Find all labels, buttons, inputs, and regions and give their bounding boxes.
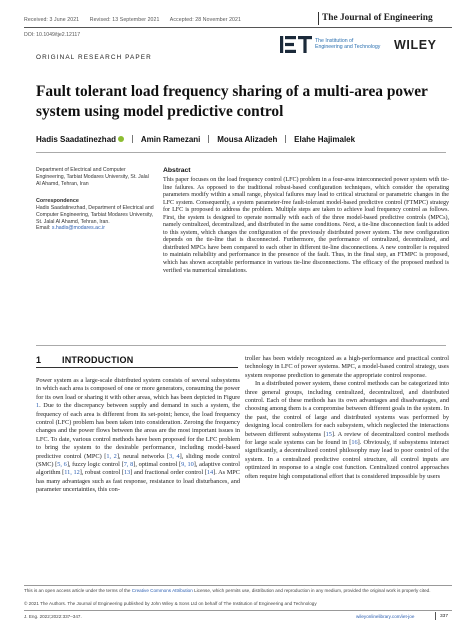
text-run: ]. A review of decentralized control methods for large scale systems can be found in [ <box>245 430 449 447</box>
text-run: This is an open access article under the terms of the <box>24 588 132 593</box>
license-link[interactable]: Creative Commons Attribution <box>131 588 193 593</box>
iet-line-1: The Institution of <box>315 38 354 44</box>
iet-wordmark <box>315 38 380 50</box>
text-run: Power system as a large-scale distributed system consists of several subsystems in which each area is composed of one or more generators, consuming the power for its own load or sharing it with other areas, which has been depicted in Figure <box>36 377 240 401</box>
text-run: ], neural networks [ <box>116 452 170 460</box>
text-run: ]. As MPC has many advantages such as fast response, resistance to load disturbances, and parameter uncertainties, this con- <box>36 469 241 494</box>
abstract-rule <box>36 345 446 346</box>
iet-line-2: Engineering and Technology <box>315 44 381 51</box>
ref-link[interactable]: 5, 6 <box>57 461 67 469</box>
header-rule <box>24 27 452 28</box>
abstract-heading: Abstract <box>163 167 191 174</box>
correspondence-line: Hadis Saadatinezhad, Department of Electrical and <box>36 205 154 211</box>
page-divider <box>435 612 436 620</box>
ref-link[interactable]: 15 <box>325 430 332 438</box>
correspondence <box>36 205 154 232</box>
iet-logo-icon <box>280 36 312 53</box>
text-run: ], optimal control [ <box>133 461 182 469</box>
author-4[interactable]: Elahe Hajimalek <box>294 135 356 144</box>
intro-paragraph: troller has been widely recognized as a high-performance and practical control technology in LFC of power systems. MPC, a model-based control strategy, uses system response prediction to generate the appropriate control response. <box>245 355 449 379</box>
correspondence-heading: Correspondence <box>36 198 79 204</box>
text-run: ], robust control [ <box>79 469 124 477</box>
footer-rule <box>24 585 452 586</box>
doi-link[interactable]: DOI: 10.1049/tje2.12117 <box>24 32 81 38</box>
wiley-logo: WILEY <box>394 38 437 52</box>
affiliation: Department of Electrical and Computer Engineering, Tarbiat Modares University, St. Jalal Al Ahamd, Tehran, Iran <box>36 167 149 187</box>
text-run: ], fuzzy logic control [ <box>66 461 124 469</box>
text-run: ], sliding mode control (SMC) [ <box>36 452 240 469</box>
section-number: 1 <box>36 355 42 365</box>
journal-divider <box>318 12 319 25</box>
abstract-text: This paper focuses on the load frequency control (LFC) problem in a four-area interconnected power system with tie-line failures. As opposed to the traditional robust-based configuration techniques, which consider the operating parameters modify within a small range, physical failures may lead to critical structural or parametric changes in the LFC system. Consequently, a system parameter-free fault-tolerant model-based predictive control (FTMPC) strategy for LFC is proposed to address the problem. Multiple steps are taken to achieve load frequency control as follows. First, the system is designed to operate normally with each of the three model-based predictive controls (MPCs), namely centralized, decentralized, and distributed in the same conditions. Next, a tie-line disconnection fault is added to this system, which changes the configuration of the previously distributed power system. The new configuration depends on the tie-line that is disconnected. Furthermore, the performance of centralized, decentralized, and distributed MPCs have been compared to each other in different tie-line disconnections. A new controller is required to maintain reliability and performance in the presence of the fault. Thus, in the final step, an FTMPC is proposed, which has shown acceptable performance in various tie-line disconnections. The efficacy of the proposed method is verified via numerical simulations. <box>163 177 449 274</box>
correspondence-line: Computer Engineering, Tarbiat Modares University, <box>36 211 154 218</box>
journal-name[interactable]: The Journal of Engineering <box>322 13 433 23</box>
received-date: Received: 3 June 2021 <box>24 17 80 23</box>
email-label: Email: <box>36 225 52 232</box>
license-note <box>24 588 452 594</box>
email-line <box>36 225 154 232</box>
email-link[interactable]: s.hadis@modares.ac.ir <box>51 225 105 232</box>
article-dates <box>24 17 250 23</box>
author-2[interactable]: Amin Ramezani <box>140 135 201 144</box>
figure-link[interactable]: 1 <box>36 402 40 410</box>
copyright: © 2021 The Authors. The Journal of Engineering published by John Wiley & Sons Ltd on behalf of The Institution of Engineering and Technology <box>24 601 317 606</box>
accepted-date: Accepted: 28 November 2021 <box>169 17 242 23</box>
ref-link[interactable]: 3, 4 <box>169 452 180 460</box>
text-run: License, which permits use, distribution and reproduction in any medium, provided the original work is properly cited. <box>192 588 431 593</box>
author-1[interactable]: Hadis Saadatinezhad <box>36 135 117 144</box>
intro-right-column <box>245 355 449 481</box>
section-rule <box>36 367 238 368</box>
ref-link[interactable]: 11, 12 <box>64 469 80 477</box>
section-title: INTRODUCTION <box>62 355 134 365</box>
text-run: In a distributed power system, these control methods can be categorized into three general groups, including centralized, decentralized, and distributed control. Each of these methods has its own advantages and disadvantages, and choosing among them is a compromise between different goals in the system. In the past, the control of large and distributed systems was performed by designing local controllers for each subsystem, which neglected the interactions between different subsystems [ <box>245 380 449 438</box>
article-title: Fault tolerant load frequency sharing of a multi-area power system using model predictive control <box>36 83 428 120</box>
text-run: ] and fractional order control [ <box>130 469 207 477</box>
ref-link[interactable]: 16 <box>351 439 358 447</box>
author-separator <box>285 135 286 143</box>
orcid-icon[interactable] <box>118 136 124 142</box>
author-separator <box>132 135 133 143</box>
ref-link[interactable]: 14 <box>206 469 214 477</box>
article-type: ORIGINAL RESEARCH PAPER <box>36 54 152 61</box>
author-3[interactable]: Mousa Alizadeh <box>217 135 278 144</box>
ref-link[interactable]: 9, 10 <box>181 461 194 469</box>
author-rule <box>36 152 446 153</box>
ref-link[interactable]: 7, 8 <box>123 461 134 469</box>
citation: J. Eng. 2022;2022:337–347. <box>24 614 82 619</box>
author-list <box>36 135 355 144</box>
revised-date: Revised: 13 September 2021 <box>89 17 160 23</box>
text-run: . Due to the discrepancy between supply and demand in such a system, the frequency of each area is different from its set-point; hence, the load frequency control (LFC) problem has been taken into consideration. Zeroing the frequency changes and the power flows between the areas are the most important issues in LFC. To date, various control methods have been proposed for the LFC problem to bring the system to the desirable performance, including model-based predictive control (MPC) [ <box>36 402 240 460</box>
journal-url[interactable]: wileyonlinelibrary.com/iet-joe <box>356 614 415 619</box>
correspondence-line: St. Jalal Al Ahamd, Tehran, Iran. <box>36 218 110 225</box>
ref-link[interactable]: 13 <box>123 469 131 477</box>
author-separator <box>208 135 209 143</box>
intro-paragraph <box>245 380 449 481</box>
intro-left-column <box>36 377 240 495</box>
intro-paragraph <box>36 377 240 495</box>
text-run: ]. Obviously, if subsystems interact significantly, a decentralized control philosophy may lead to poor control of the system. In a centralized predictive control structure, all control inputs are optimized in response to a single cost function. Centralized control approaches often require high computational effort that is considered impossible by users <box>245 439 449 480</box>
text-run: ], adaptive control algorithm [ <box>36 461 240 477</box>
ref-link[interactable]: 1, 2 <box>106 452 117 460</box>
page-number: 337 <box>440 614 449 619</box>
footer-rule <box>24 610 452 611</box>
